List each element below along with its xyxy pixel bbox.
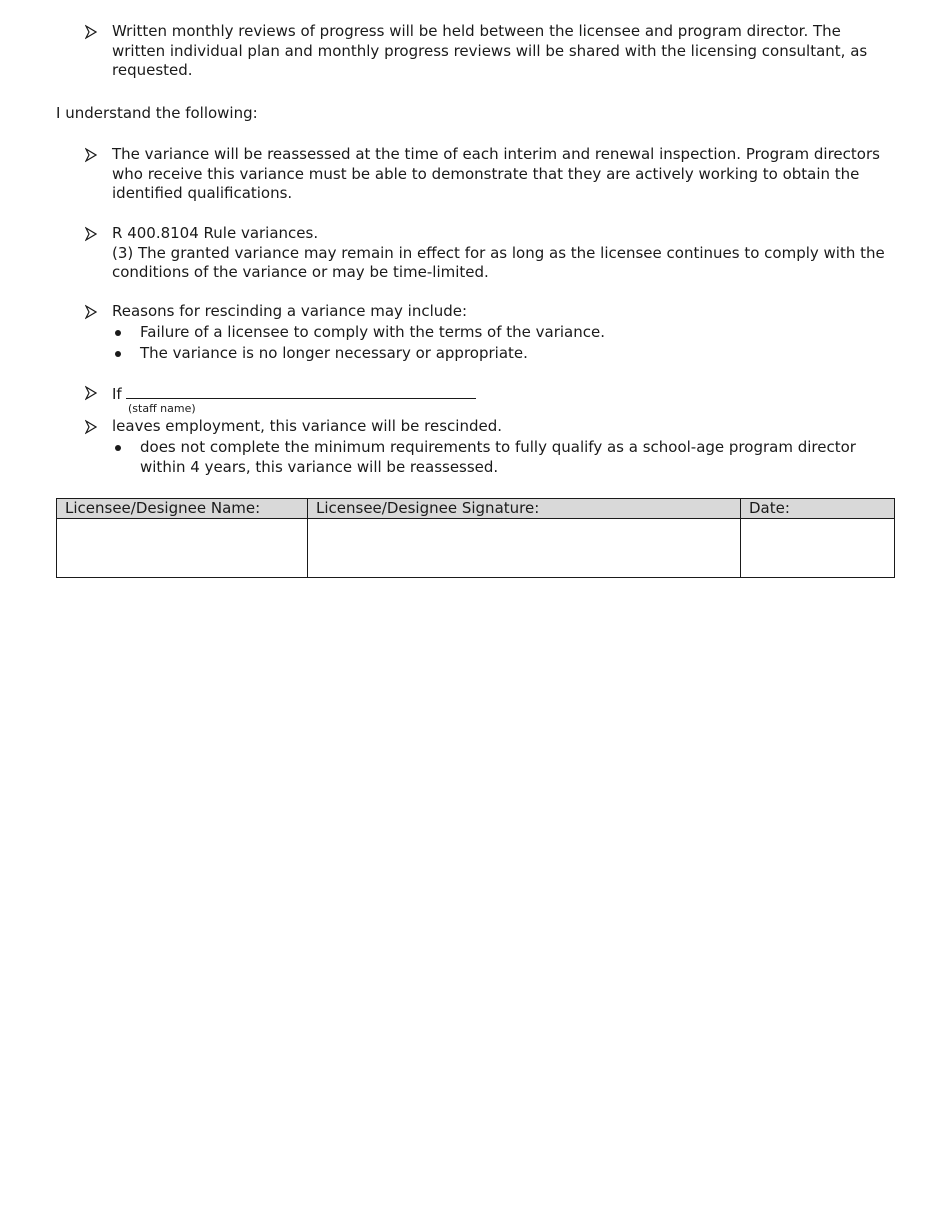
signature-header: Licensee/Designee Signature: (308, 499, 741, 519)
bullet-dot-icon (115, 330, 121, 336)
arrow-item-rule (112, 224, 887, 283)
rule-text: (3) The granted variance may remain in effect for as long as the licensee continues to comply with the conditions of the variance or may be time-limited. (112, 243, 885, 281)
name-header: Licensee/Designee Name: (57, 499, 308, 519)
list-item (140, 323, 880, 343)
if-label: If (112, 385, 122, 403)
staff-name-blank[interactable] (126, 383, 476, 399)
arrow-bullet-icon (85, 22, 99, 42)
written-reviews-text: Written monthly reviews of progress will be held between the licensee and program director. The written individual plan and monthly progress reviews will be shared with the licensing consultant, as requested. (112, 22, 868, 79)
not-complete-text: does not complete the minimum requirements to fully qualify as a school-age program director within 4 years, this variance will be reassessed. (140, 438, 856, 476)
signature-table-row (57, 519, 895, 578)
signature-table (56, 498, 895, 578)
date-header: Date: (741, 499, 895, 519)
list-item (140, 344, 880, 364)
arrow-bullet-icon (85, 417, 99, 437)
list-item (140, 438, 880, 477)
arrow-item-written-reviews (112, 22, 887, 81)
arrow-bullet-icon (85, 302, 99, 322)
arrow-item-leaves (112, 417, 887, 437)
bullet-dot-icon (115, 445, 121, 451)
arrow-item-reassessed (112, 145, 887, 204)
date-field[interactable] (741, 519, 895, 578)
staff-name-caption: (staff name) (128, 402, 196, 415)
arrow-bullet-icon (85, 145, 99, 165)
arrow-bullet-icon (85, 224, 99, 244)
name-field[interactable] (57, 519, 308, 578)
reasons-heading: Reasons for rescinding a variance may include: (112, 302, 468, 320)
rule-title: R 400.8104 Rule variances. (112, 224, 319, 242)
signature-field[interactable] (308, 519, 741, 578)
signature-table-header-row (57, 499, 895, 519)
understand-heading: I understand the following: (56, 104, 258, 122)
bullet-dot-icon (115, 351, 121, 357)
reassessed-text: The variance will be reassessed at the time of each interim and renewal inspection. Program directors who receive this variance must be able to demonstrate that they are actively working to obtain the identified qualifications. (112, 145, 880, 202)
arrow-bullet-icon (85, 383, 99, 403)
leaves-text: leaves employment, this variance will be rescinded. (112, 417, 503, 435)
arrow-item-reasons (112, 302, 887, 322)
arrow-item-if-staff (112, 383, 887, 405)
reason-text: The variance is no longer necessary or appropriate. (140, 344, 528, 362)
reason-text: Failure of a licensee to comply with the terms of the variance. (140, 323, 605, 341)
